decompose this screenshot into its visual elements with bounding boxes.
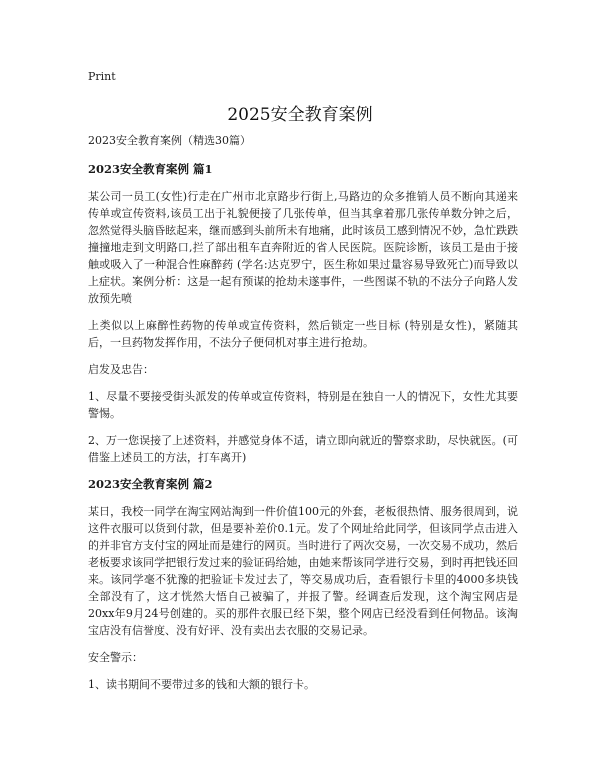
section-1-advice-2: 2、万一您误接了上述资料，并感觉身体不适，请立即向就近的警察求助，尽快就医。(可借鉴上述员工的方法，打车离开) (88, 434, 518, 464)
section-2-paragraph-1: 某日，我校一同学在淘宝网站淘到一件价值100元的外套，老板很热情、服务很周到，说这件衣服可以货到付款，但是要补差价0.1元。发了个网址给此同学，但该同学点击进入的并非官方支付宝的网址而是建行的网页。当时进行了两次交易，一次交易不成功，然后老板要求该同学把银行发过来的验证码给她，由她来帮该同学进行交易，到时再把钱还回来。该同学毫不犹豫的把验证卡发过去了，等交易成功后，查看银行卡里的4000多块钱全部没有了，这才恍然大悟自己被骗了，并报了警。经调查后发现，这个淘宝网店是20xx年9月24号创建的。买的那件衣服已经下架，整个网店已经没看到任何物品。该淘宝店没有信誉度、没有好评、没有卖出去衣服的交易记录。 (88, 505, 518, 637)
document-body (88, 132, 518, 703)
section-1-paragraph-2: 上类似以上麻醉性药物的传单或宣传资料，然后锁定一些目标 (特别是女性)，紧随其后，一旦药物发挥作用，不法分子便伺机对事主进行抢劫。 (88, 319, 518, 349)
section-1-advice-label: 启发及忠告： (88, 363, 154, 376)
section-2-heading: 2023安全教育案例 篇2 (88, 477, 213, 491)
print-link[interactable]: Print (88, 70, 116, 83)
section-1-paragraph-1: 某公司一员工(女性)行走在广州市北京路步行街上,马路边的众多推销人员不断向其递来传单或宣传资料,该员工出于礼貌便接了几张传单，但当其拿着那几张传单数分钟之后，忽然觉得头脑昏眩起来，继而感到头前所未有地痛，此时该员工感到情况不妙，急忙跌跌撞撞地走到文明路口,拦了部出租车直奔附近的省人民医院。医院诊断，该员工是由于接触或吸入了一种混合性麻醉药 (学名:达克罗宁，医生称如果过量容易导致死亡)而导致以上症状。案例分析：这是一起有预谋的抢劫未遂事件，一些图谋不轨的不法分子向路人发放预先喷 (88, 190, 518, 305)
section-2-warning-label: 安全警示： (88, 651, 143, 664)
section-2-warning-1: 1、读书期间不要带过多的钱和大额的银行卡。 (88, 678, 315, 691)
document-title: 2025安全教育案例 (227, 105, 373, 125)
document-subtitle: 2023安全教育案例（精选30篇） (88, 134, 251, 147)
section-1-heading: 2023安全教育案例 篇1 (88, 162, 213, 176)
section-1-advice-1: 1、尽量不要接受街头派发的传单或宣传资料，特别是在独自一人的情况下，女性尤其要警惕。 (88, 390, 518, 420)
